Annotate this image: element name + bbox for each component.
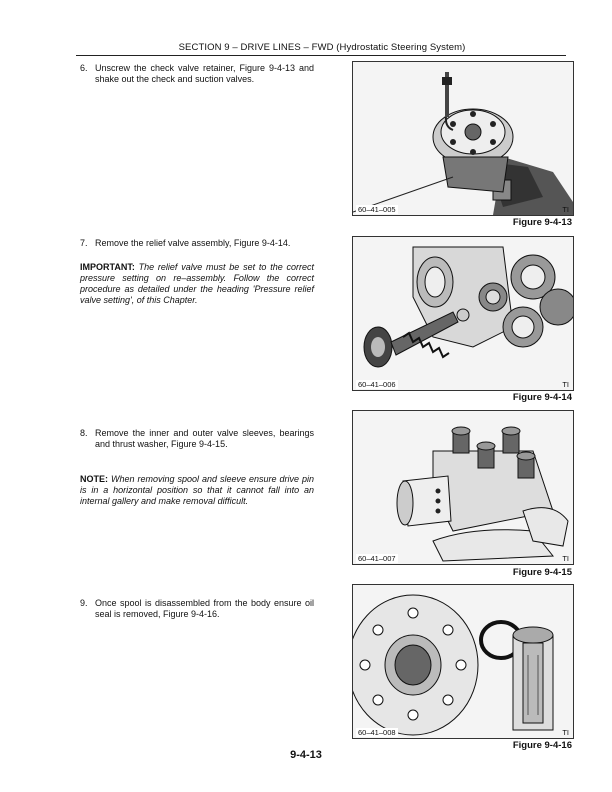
- figure-caption: Figure 9-4-16: [512, 740, 572, 751]
- section-header: SECTION 9 – DRIVE LINES – FWD (Hydrostatic Steering System): [178, 42, 466, 53]
- figure-9-4-16-image: [352, 584, 574, 739]
- page-number: 9-4-13: [290, 749, 322, 761]
- figure-caption: Figure 9-4-15: [512, 567, 572, 578]
- note-label: NOTE:: [80, 474, 108, 484]
- figure-caption: Figure 9-4-14: [512, 392, 572, 403]
- step-number: 9.: [80, 598, 88, 608]
- step-number: 8.: [80, 428, 88, 438]
- figure-9-4-13-image: [352, 61, 574, 216]
- header-rule: [76, 55, 566, 56]
- figure-tag: TI: [562, 554, 569, 563]
- step-8: [80, 428, 314, 450]
- step-text: Unscrew the check valve retainer, Figure 9-4-13 and shake out the check and suction valves.: [95, 63, 314, 84]
- figure-9-4-14-image: [352, 236, 574, 391]
- step-text: Remove the relief valve assembly, Figure 9-4-14.: [95, 238, 291, 248]
- step-text: Remove the inner and outer valve sleeves, bearings and thrust washer, Figure 9-4-15.: [95, 428, 314, 449]
- figure-tag: TI: [562, 205, 569, 214]
- step-9: [80, 598, 314, 620]
- figure-code: 60–41–007: [358, 554, 396, 563]
- note-label: IMPORTANT:: [80, 262, 135, 272]
- note: [80, 474, 314, 507]
- figure-caption: Figure 9-4-13: [512, 217, 572, 228]
- step-6: [80, 63, 314, 85]
- note-text: The relief valve must be set to the correct pressure setting on re–assembly. Follow the correct procedure as detailed under the heading 'Pressure relief valve setting', of this Chapter.: [80, 262, 314, 305]
- figure-code: 60–41–005: [358, 205, 396, 214]
- steering-unit-top-illustration: [353, 62, 573, 215]
- note-text: When removing spool and sleeve ensure drive pin is in a horizontal position so that it cannot fall into an internal gallery and make removal difficult.: [80, 474, 314, 506]
- oil-seal-spool-illustration: [353, 585, 573, 738]
- valve-sleeve-removal-illustration: [353, 411, 573, 564]
- relief-valve-illustration: [353, 237, 573, 390]
- figure-tag: TI: [562, 380, 569, 389]
- step-text: Once spool is disassembled from the body ensure oil seal is removed, Figure 9-4-16.: [95, 598, 314, 619]
- figure-code: 60–41–006: [358, 380, 396, 389]
- figure-tag: TI: [562, 728, 569, 737]
- important-note: [80, 262, 314, 306]
- step-7: [80, 238, 314, 249]
- figure-code: 60–41–008: [358, 728, 396, 737]
- step-number: 7.: [80, 238, 88, 248]
- step-number: 6.: [80, 63, 88, 73]
- figure-9-4-15-image: [352, 410, 574, 565]
